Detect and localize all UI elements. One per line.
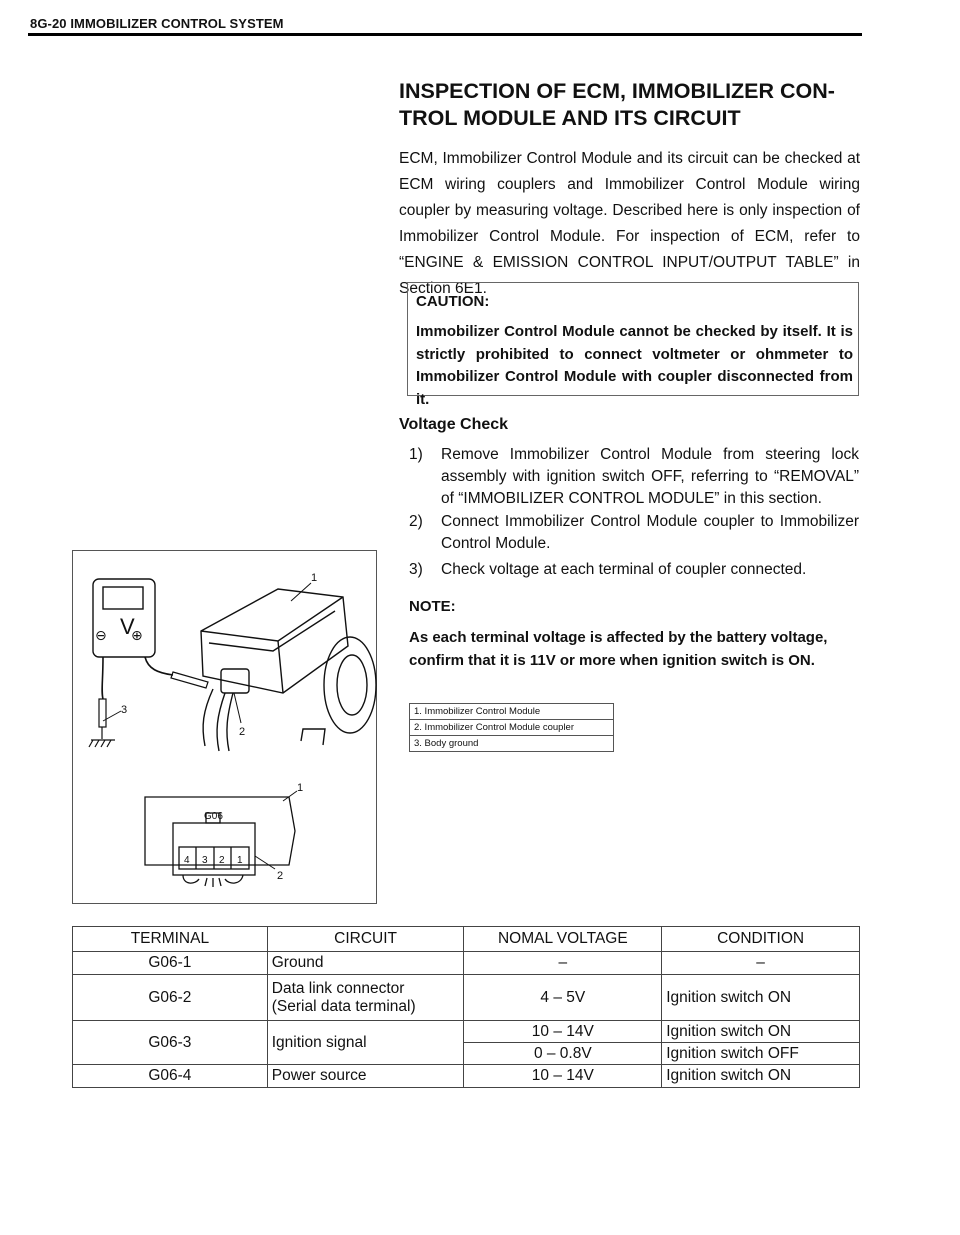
legend-item-2: 2. Immobilizer Control Module coupler — [410, 720, 614, 736]
pin-label: 2 — [219, 855, 225, 866]
condition-cell: Ignition switch ON — [662, 1021, 860, 1043]
condition-cell: Ignition switch ON — [662, 1065, 860, 1088]
section-heading — [399, 78, 859, 132]
step-text: Check voltage at each terminal of coupler connected. — [441, 561, 807, 578]
callout-1-bottom: 1 — [297, 782, 304, 794]
step-2 — [409, 511, 859, 555]
condition-cell: – — [662, 952, 860, 975]
terminal-cell: G06-3 — [73, 1021, 268, 1065]
callout-3: 3 — [121, 704, 128, 716]
section-heading-line1: INSPECTION OF ECM, IMMOBILIZER CON- — [399, 79, 835, 103]
intro-paragraph: ECM, Immobilizer Control Module and its circuit can be checked at ECM wiring couplers and Immobilizer Control Module wiring coupler by measuring voltage. Described here is only inspection of Immobilizer Control Module. For inspection of ECM, refer to “ENGINE & EMISSION CONTROL INPUT/OUTPUT TABLE” in Section 6E1. — [399, 150, 860, 297]
callout-2-top: 2 — [239, 726, 246, 738]
step-number: 3) — [409, 561, 423, 578]
voltmeter-icon — [93, 579, 155, 657]
connector-label: G06 — [204, 811, 223, 822]
control-module — [201, 589, 376, 751]
table-row — [73, 1021, 860, 1043]
caution-box — [407, 282, 859, 408]
voltage-cell: – — [464, 952, 662, 975]
table-row — [73, 1065, 860, 1088]
voltage-check-heading: Voltage Check — [399, 416, 509, 433]
voltage-cell: 10 – 14V — [464, 1065, 662, 1088]
circuit-cell — [267, 975, 464, 1021]
column-header: CONDITION — [662, 927, 860, 952]
terminal-cell: G06-4 — [73, 1065, 268, 1088]
note-body: As each terminal voltage is affected by the battery voltage, confirm that it is 11V or more when ignition switch is ON. — [409, 629, 828, 669]
caution-title: CAUTION: — [416, 293, 490, 310]
section-heading-line2: TROL MODULE AND ITS CIRCUIT — [399, 106, 741, 130]
voltage-cell: 10 – 14V — [464, 1021, 662, 1043]
caution-body: Immobilizer Control Module cannot be checked by itself. It is strictly prohibited to connect voltmeter or ohmmeter to Immobilizer Control Module with coupler disconnected from it. — [416, 323, 853, 408]
note-block — [409, 594, 859, 672]
positive-lead — [145, 657, 173, 675]
minus-terminal-icon: ⊖ — [95, 628, 107, 644]
step-1 — [409, 444, 859, 510]
plus-terminal-icon: ⊕ — [131, 628, 143, 644]
table-row — [73, 952, 860, 975]
step-text: Remove Immobilizer Control Module from steering lock assembly with ignition switch OFF, referring to “REMOVAL” of “IMMOBILIZER CONTROL MODULE” in this section. — [441, 446, 859, 507]
column-header: TERMINAL — [73, 927, 268, 952]
circuit-cell: Power source — [267, 1065, 464, 1088]
legend-row — [410, 720, 614, 736]
header-rule — [28, 33, 862, 36]
condition-cell: Ignition switch OFF — [662, 1043, 860, 1065]
step-number: 1) — [409, 446, 423, 463]
voltage-cell: 4 – 5V — [464, 975, 662, 1021]
step-text: Connect Immobilizer Control Module coupler to Immobilizer Control Module. — [441, 513, 859, 552]
legend-item-1: 1. Immobilizer Control Module — [410, 704, 614, 720]
callout-2-bottom: 2 — [277, 870, 284, 882]
terminal-cell: G06-1 — [73, 952, 268, 975]
column-header: NOMAL VOLTAGE — [464, 927, 662, 952]
inspection-illustration — [72, 550, 377, 904]
pin-label: 1 — [237, 855, 243, 866]
figure-legend — [409, 703, 614, 752]
note-title: NOTE: — [409, 598, 456, 615]
terminal-cell: G06-2 — [73, 975, 268, 1021]
column-header: CIRCUIT — [267, 927, 464, 952]
meter-letter: V — [120, 614, 135, 639]
step-number: 2) — [409, 513, 423, 530]
page-header-title: 8G-20 IMMOBILIZER CONTROL SYSTEM — [30, 16, 284, 31]
voltage-cell: 0 – 0.8V — [464, 1043, 662, 1065]
ground-lead — [102, 657, 103, 699]
circuit-line: Data link connector — [271, 979, 405, 997]
circuit-cell: Ground — [267, 952, 464, 975]
pin-label: 3 — [202, 855, 208, 866]
condition-cell: Ignition switch ON — [662, 975, 860, 1021]
legend-row — [410, 704, 614, 720]
table-header-row — [73, 927, 860, 952]
terminal-voltage-table — [72, 926, 860, 1088]
ground-icon — [89, 740, 115, 747]
illustration-svg — [73, 551, 378, 905]
circuit-line: (Serial data terminal) — [271, 997, 416, 1015]
step-3 — [409, 559, 859, 581]
ground-probe — [99, 699, 106, 727]
legend-row — [410, 736, 614, 752]
legend-item-3: 3. Body ground — [410, 736, 614, 752]
callout-1-top: 1 — [311, 572, 318, 584]
pin-label: 4 — [184, 855, 190, 866]
table-row — [73, 975, 860, 1021]
circuit-cell: Ignition signal — [267, 1021, 464, 1065]
